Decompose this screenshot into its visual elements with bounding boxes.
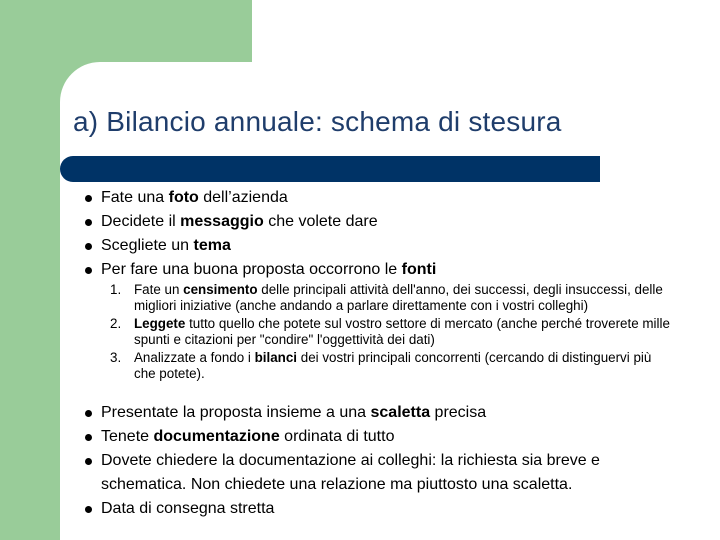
bullet-dot-icon xyxy=(85,219,92,226)
bold-text: scaletta xyxy=(370,404,431,421)
bullet-dot-icon xyxy=(85,267,92,274)
bullet-dot-icon xyxy=(85,243,92,250)
text-span: delle principali attività dell'anno, dei successi, degli insuccessi, delle migliori iniziative (anche andando a parlare direttamente con i vostri colleghi) xyxy=(134,282,663,313)
text-span: Fate una xyxy=(101,189,169,206)
numbered-item xyxy=(110,282,670,314)
bullet-item xyxy=(85,401,685,425)
title-underline-bar xyxy=(60,156,600,182)
bold-text: bilanci xyxy=(254,350,298,365)
numbered-sub-list xyxy=(110,282,670,384)
item-number: 3. xyxy=(110,350,122,365)
bold-text: fonti xyxy=(401,261,437,278)
bullet-dot-icon xyxy=(85,434,92,441)
bullet-item xyxy=(85,234,685,258)
bullet-dot-icon xyxy=(85,506,92,513)
bold-text: foto xyxy=(168,189,199,206)
text-span: tutto quello che potete sul vostro settore di mercato (anche perché troverete mille spunti e citazioni per "condire" l'oggettività dei dati) xyxy=(134,316,670,347)
text-span: Data di consegna stretta xyxy=(101,500,275,517)
text-span: dei vostri principali concorrenti (cercando di distinguervi più che potete). xyxy=(134,350,652,381)
text-span: ordinata di tutto xyxy=(279,428,395,445)
text-span: Tenete xyxy=(101,428,154,445)
bold-text: Leggete xyxy=(134,316,186,331)
text-span: precisa xyxy=(430,404,487,421)
item-number: 1. xyxy=(110,282,122,297)
numbered-item xyxy=(110,350,670,382)
text-span: Presentate la proposta insieme a una xyxy=(101,404,371,421)
numbered-item xyxy=(110,316,670,348)
bold-text: tema xyxy=(193,237,231,254)
bullet-dot-icon xyxy=(85,458,92,465)
bullet-dot-icon xyxy=(85,195,92,202)
bullet-dot-icon xyxy=(85,410,92,417)
item-number: 2. xyxy=(110,316,122,331)
bold-text: messaggio xyxy=(180,213,264,230)
text-span: Fate un xyxy=(134,282,184,297)
bullet-item xyxy=(85,186,685,210)
slide-title: a) Bilancio annuale: schema di stesura xyxy=(73,106,562,137)
bullet-list-bottom xyxy=(85,401,685,521)
text-span: Dovete chiedere la documentazione ai colleghi: la richiesta sia breve e schematica. Non chiedete una relazione ma piuttosto una scaletta. xyxy=(101,452,600,493)
text-span: che volete dare xyxy=(263,213,378,230)
bullet-item xyxy=(85,449,685,497)
bold-text: censimento xyxy=(183,282,258,297)
text-span: Scegliete un xyxy=(101,237,194,254)
text-span: Per fare una buona proposta occorrono le xyxy=(101,261,402,278)
bullet-item xyxy=(85,425,685,449)
bullet-list-top xyxy=(85,186,685,282)
bullet-item xyxy=(85,210,685,234)
text-span: dell’azienda xyxy=(198,189,288,206)
text-span: Decidete il xyxy=(101,213,181,230)
text-span: Analizzate a fondo i xyxy=(134,350,255,365)
bullet-item xyxy=(85,497,685,521)
bullet-item xyxy=(85,258,685,282)
bold-text: documentazione xyxy=(153,428,280,445)
